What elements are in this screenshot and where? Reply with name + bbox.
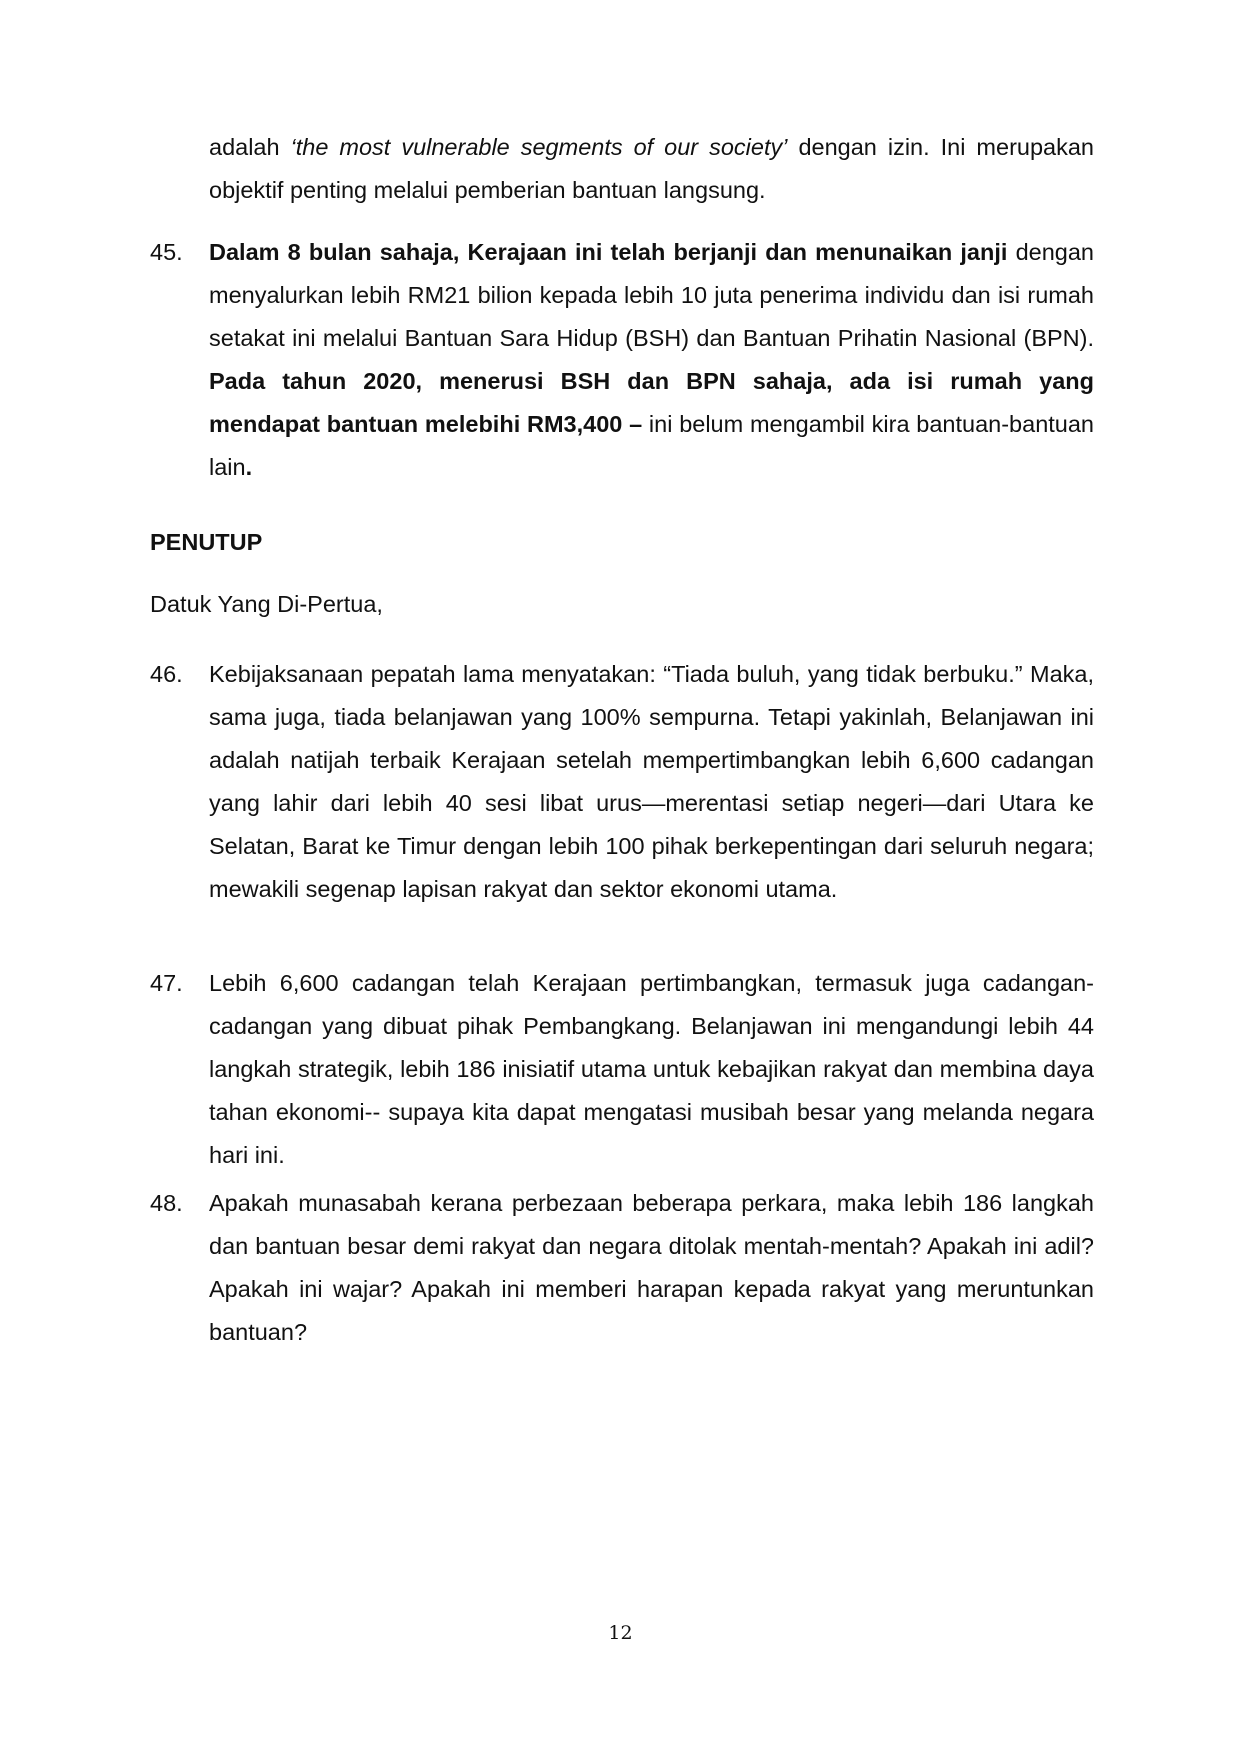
p45-bold-3: .: [245, 454, 253, 480]
paragraph-48: Apakah munasabah kerana perbezaan beberapa perkara, maka lebih 186 langkah dan bantuan besar demi rakyat dan negara ditolak mentah-mentah? Apakah ini adil? Apakah ini wajar? Apakah ini memberi harapan kepada rakyat yang meruntunkan bantuan?: [209, 1190, 1094, 1345]
paragraph-46: Kebijaksanaan pepatah lama menyatakan: “Tiada buluh, yang tidak berbuku.” Maka, sama juga, tiada belanjawan yang 100% sempurna. Tetapi yakinlah, Belanjawan ini adalah natijah terbaik Kerajaan setelah mempertimbangkan lebih 6,600 cadangan yang lahir dari lebih 40 sesi libat urus—merentasi setiap negeri—dari Utara ke Selatan, Barat ke Timur dengan lebih 100 pihak berkepentingan dari seluruh negara; mewakili segenap lapisan rakyat dan sektor ekonomi utama.: [209, 661, 1094, 902]
intro-quote: ‘the most vulnerable segments of our society’: [290, 134, 788, 160]
intro-paragraph: [209, 126, 1094, 212]
p45-bold-2: Pada tahun 2020, menerusi BSH dan BPN sahaja, ada isi rumah yang mendapat bantuan melebihi RM3,400 –: [209, 368, 1094, 437]
paragraph-number-46: 46.: [150, 661, 183, 687]
section-heading: PENUTUP: [150, 529, 263, 555]
paragraph-number-47: 47.: [150, 970, 183, 996]
paragraph-number-48: 48.: [150, 1190, 183, 1216]
paragraph-47: Lebih 6,600 cadangan telah Kerajaan pertimbangkan, termasuk juga cadangan-cadangan yang dibuat pihak Pembangkang. Belanjawan ini mengandungi lebih 44 langkah strategik, lebih 186 inisiatif utama untuk kebajikan rakyat dan membina daya tahan ekonomi-- supaya kita dapat mengatasi musibah besar yang melanda negara hari ini.: [209, 970, 1094, 1168]
p45-bold-1: Dalam 8 bulan sahaja, Kerajaan ini telah berjanji dan menunaikan janji: [209, 239, 1008, 265]
p45-text-1: dengan menyalurkan lebih RM21 bilion kepada lebih 10 juta penerima individu dan isi rumah setakat ini melalui Bantuan Sara Hidup (BSH) dan Bantuan Prihatin Nasional (BPN).: [209, 239, 1094, 351]
p45-text-2: ini belum mengambil kira bantuan-bantuan lain: [209, 411, 1094, 480]
paragraph-45: [209, 231, 1094, 489]
paragraph-number-45: 45.: [150, 239, 183, 265]
intro-text-end: dengan izin. Ini merupakan objektif penting melalui pemberian bantuan langsung.: [209, 134, 1094, 203]
salutation: Datuk Yang Di-Pertua,: [150, 591, 383, 617]
page-number: 12: [608, 1622, 633, 1644]
intro-text-start: adalah: [209, 134, 291, 160]
